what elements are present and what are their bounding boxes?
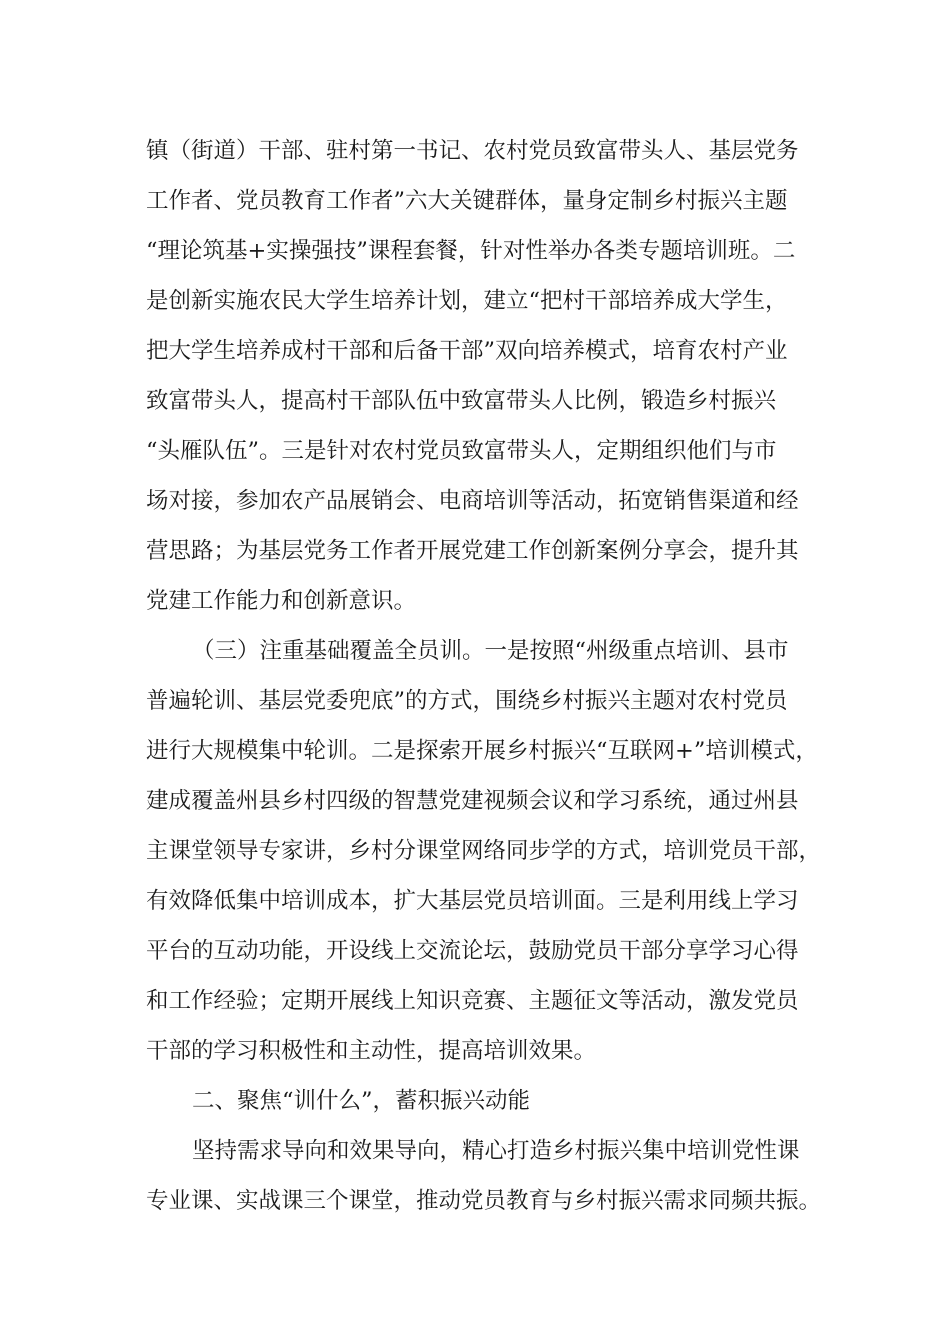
section-heading: （三）注重基础覆盖全员训。一是按照“州级重点培训、县市 [192, 638, 789, 664]
chapter-heading: 二、聚焦“训什么”，蓄积振兴动能 [192, 1088, 531, 1114]
text-line: 平台的互动功能，开设线上交流论坛，鼓励党员干部分享学习心得 [146, 938, 799, 964]
text-line: 坚持需求导向和效果导向，精心打造乡村振兴集中培训党性课 [192, 1138, 800, 1164]
text-line: 和工作经验；定期开展线上知识竞赛、主题征文等活动，激发党员 [146, 988, 799, 1014]
text-line: 建成覆盖州县乡村四级的智慧党建视频会议和学习系统，通过州县 [146, 788, 799, 814]
text-line: 专业课、实战课三个课堂，推动党员教育与乡村振兴需求同频共振。 [146, 1188, 822, 1214]
text-line: 普遍轮训、基层党委兜底”的方式，围绕乡村振兴主题对农村党员 [146, 688, 788, 714]
text-line: 党建工作能力和创新意识。 [146, 588, 417, 614]
text-line: 营思路；为基层党务工作者开展党建工作创新案例分享会，提升其 [146, 538, 799, 564]
text-line: 镇（街道）干部、驻村第一书记、农村党员致富带头人、基层党务 [146, 138, 799, 164]
text-line: 是创新实施农民大学生培养计划，建立“把村干部培养成大学生， [146, 288, 788, 314]
text-line: 工作者、党员教育工作者”六大关键群体，量身定制乡村振兴主题 [146, 188, 788, 214]
text-line: 把大学生培养成村干部和后备干部”双向培养模式，培育农村产业 [146, 338, 788, 364]
text-line: “理论筑基+实操强技”课程套餐，针对性举办各类专题培训班。二 [146, 238, 796, 264]
text-line: 致富带头人，提高村干部队伍中致富带头人比例，锻造乡村振兴 [146, 388, 777, 414]
text-line: 有效降低集中培训成本，扩大基层党员培训面。三是利用线上学习 [146, 888, 799, 914]
text-line: 主课堂领导专家讲，乡村分课堂网络同步学的方式，培训党员干部， [146, 838, 822, 864]
text-line: 场对接，参加农产品展销会、电商培训等活动，拓宽销售渠道和经 [146, 488, 799, 514]
text-line: 进行大规模集中轮训。二是探索开展乡村振兴“互联网+”培训模式， [146, 738, 818, 764]
text-line: 干部的学习积极性和主动性，提高培训效果。 [146, 1038, 597, 1064]
text-line: “头雁队伍”。三是针对农村党员致富带头人，定期组织他们与市 [146, 438, 777, 464]
